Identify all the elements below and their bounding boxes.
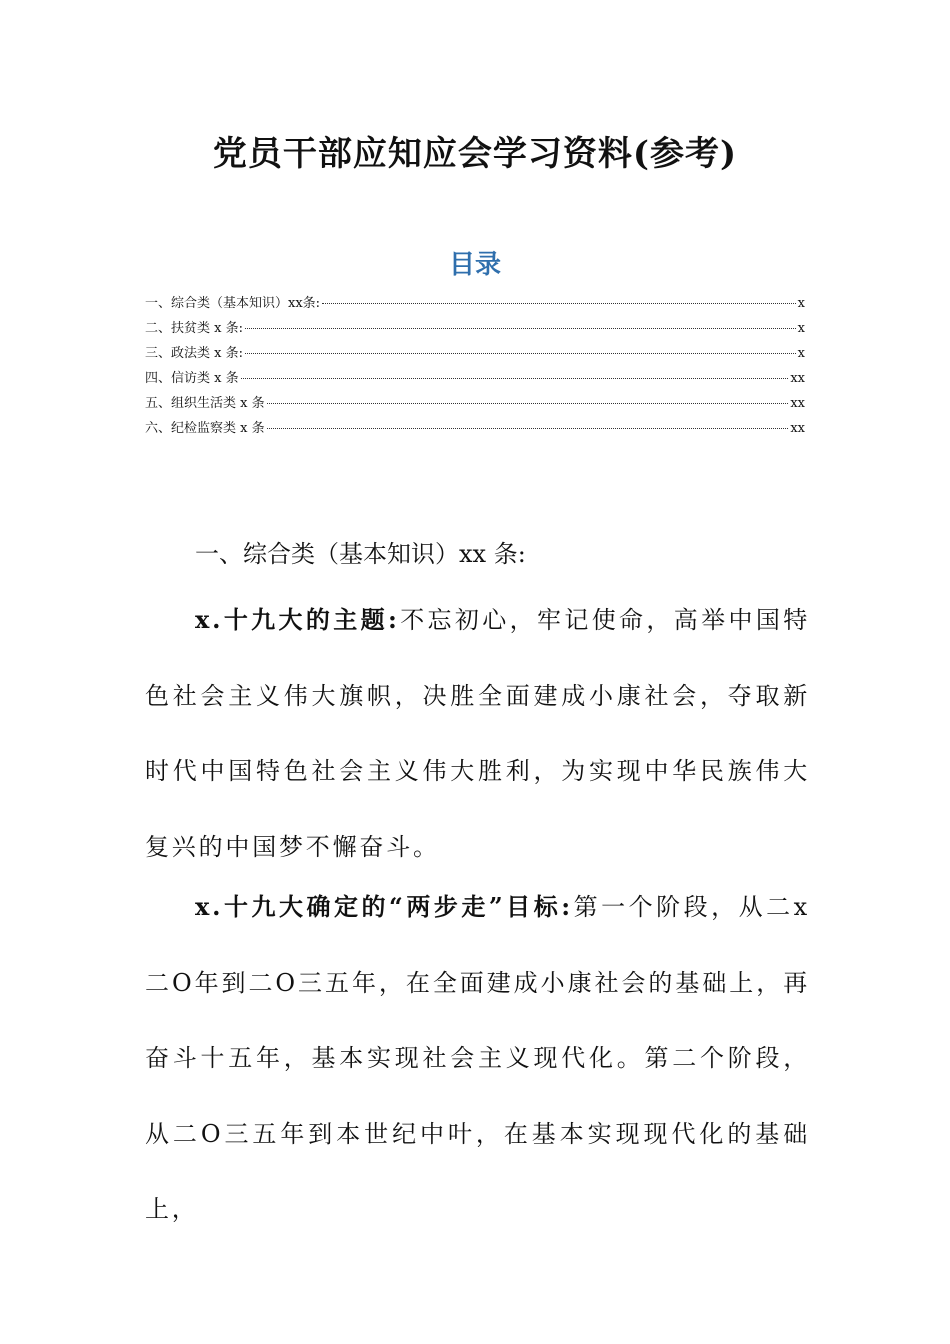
paragraph-text: 不忘初心，牢记使命，高举中国特色社会主义伟大旗帜，决胜全面建成小康社会，夺取新时代中国特色社会主义伟大胜利，为实现中华民族伟大复兴的中国梦不懈奋斗。: [145, 606, 811, 861]
toc-entry[interactable]: [145, 341, 805, 366]
toc-entry-page: xx: [790, 396, 805, 411]
toc-leader-dots: [267, 402, 789, 404]
toc-entry-label: 六、纪检监察类 x 条: [145, 421, 265, 436]
toc-entry-page: xx: [790, 421, 805, 436]
table-of-contents: [145, 291, 805, 441]
document-title: 党员干部应知应会学习资料(参考): [212, 134, 738, 174]
toc-leader-dots: [245, 327, 796, 329]
paragraph: [145, 869, 810, 1248]
toc-leader-dots: [241, 377, 789, 379]
toc-entry-label: 三、政法类 x 条:: [145, 346, 243, 361]
paragraph-lead: x.十九大确定的“两步走”目标:: [195, 892, 573, 921]
toc-entry[interactable]: [145, 291, 805, 316]
paragraph-text: 第一个阶段，从二x二O年到二O三五年，在全面建成小康社会的基础上，再奋斗十五年，基本实现社会主义现代化。第二个阶段，从二O三五年到本世纪中叶，在基本实现现代化的基础上，: [145, 893, 810, 1223]
toc-entry[interactable]: [145, 316, 805, 341]
toc-leader-dots: [322, 302, 796, 304]
paragraph-lead: x.十九大的主题:: [195, 605, 400, 634]
section-heading: 一、综合类（基本知识）xx 条:: [195, 540, 526, 568]
toc-heading: 目录: [448, 250, 501, 280]
toc-entry[interactable]: [145, 416, 805, 441]
toc-entry-page: x: [797, 321, 805, 336]
toc-entry-page: xx: [790, 371, 805, 386]
toc-leader-dots: [245, 352, 796, 354]
toc-entry-label: 一、综合类（基本知识）xx条:: [145, 296, 321, 311]
toc-entry-label: 四、信访类 x 条: [145, 371, 239, 386]
toc-entry[interactable]: [145, 366, 805, 391]
toc-entry-label: 五、组织生活类 x 条: [145, 396, 265, 411]
paragraph: [145, 582, 810, 885]
toc-entry-page: x: [797, 296, 805, 311]
toc-entry[interactable]: [145, 391, 805, 416]
toc-entry-label: 二、扶贫类 x 条:: [145, 321, 243, 336]
toc-entry-page: x: [797, 346, 805, 361]
toc-leader-dots: [267, 427, 789, 429]
